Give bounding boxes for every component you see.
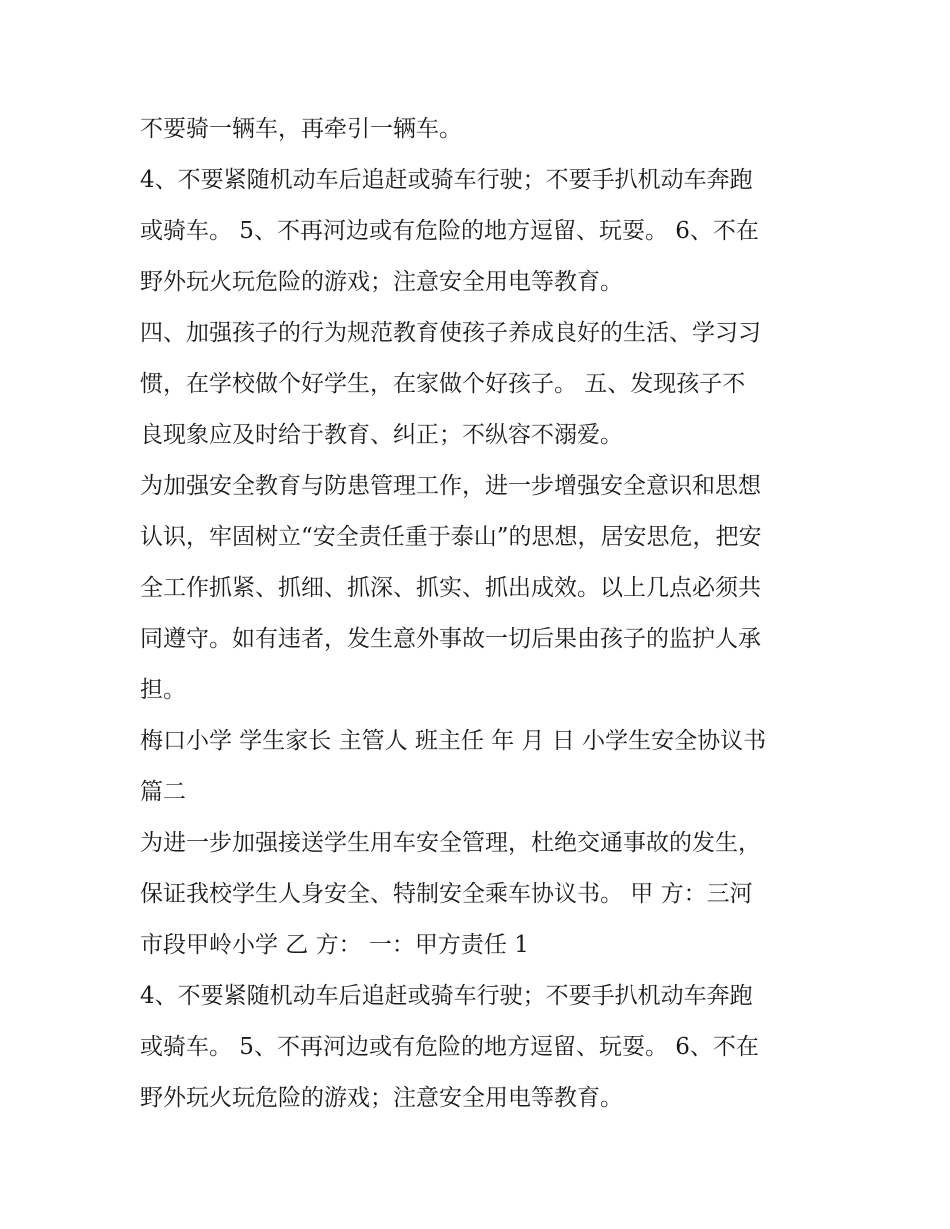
paragraph-continuation (140, 104, 820, 155)
text-line: 良现象应及时给于教育、纠正；不纵容不溺爱。 (140, 422, 623, 448)
paragraph-safety-rules (140, 155, 820, 308)
text-line: 4、不要紧随机动车后追赶或骑车行驶；不要手扒机动车奔跑 (140, 983, 753, 1009)
text-line: 全工作抓紧、抓细、抓深、抓实、抓出成效。以上几点必须共 (140, 575, 761, 601)
text-line: 或骑车。 5、不再河边或有危险的地方逗留、玩耍。 6、不在 (140, 1034, 759, 1060)
text-line: 篇二 (140, 779, 186, 805)
text-line: 野外玩火玩危险的游戏；注意安全用电等教育。 (140, 269, 623, 295)
text-line: 或骑车。 5、不再河边或有危险的地方逗留、玩耍。 6、不在 (140, 218, 759, 244)
text-line: 野外玩火玩危险的游戏；注意安全用电等教育。 (140, 1085, 623, 1111)
paragraph-safety-rules-repeat (140, 971, 820, 1124)
paragraph-signatures-heading (140, 716, 820, 818)
text-line: 认识，牢固树立“安全责任重于泰山”的思想，居安思危，把安 (140, 524, 762, 550)
text-line: 惯，在学校做个好学生，在家做个好孩子。 五、发现孩子不 (140, 371, 746, 397)
text-line: 同遵守。如有违者，发生意外事故一切后果由孩子的监护人承 (140, 626, 761, 652)
text-line: 不要骑一辆车，再牵引一辆车。 (140, 116, 462, 142)
text-line: 4、不要紧随机动车后追赶或骑车行驶；不要手扒机动车奔跑 (140, 167, 753, 193)
text-line: 梅口小学 学生家长 主管人 班主任 年 月 日 小学生安全协议书 (140, 728, 767, 754)
text-line: 为加强安全教育与防患管理工作，进一步增强安全意识和思想 (140, 473, 761, 499)
document-body (140, 104, 820, 1124)
text-line: 担。 (140, 677, 186, 703)
text-line: 市段甲岭小学 乙 方： 一：甲方责任 1 (140, 932, 529, 958)
text-line: 为进一步加强接送学生用车安全管理，杜绝交通事故的发生， (140, 830, 761, 856)
paragraph-behavior-education (140, 308, 820, 461)
paragraph-safety-management (140, 461, 820, 716)
text-line: 保证我校学生人身安全、特制安全乘车协议书。 甲 方：三河 (140, 881, 753, 907)
text-line: 四、加强孩子的行为规范教育使孩子养成良好的生活、学习习 (140, 320, 761, 346)
paragraph-vehicle-agreement (140, 818, 820, 971)
